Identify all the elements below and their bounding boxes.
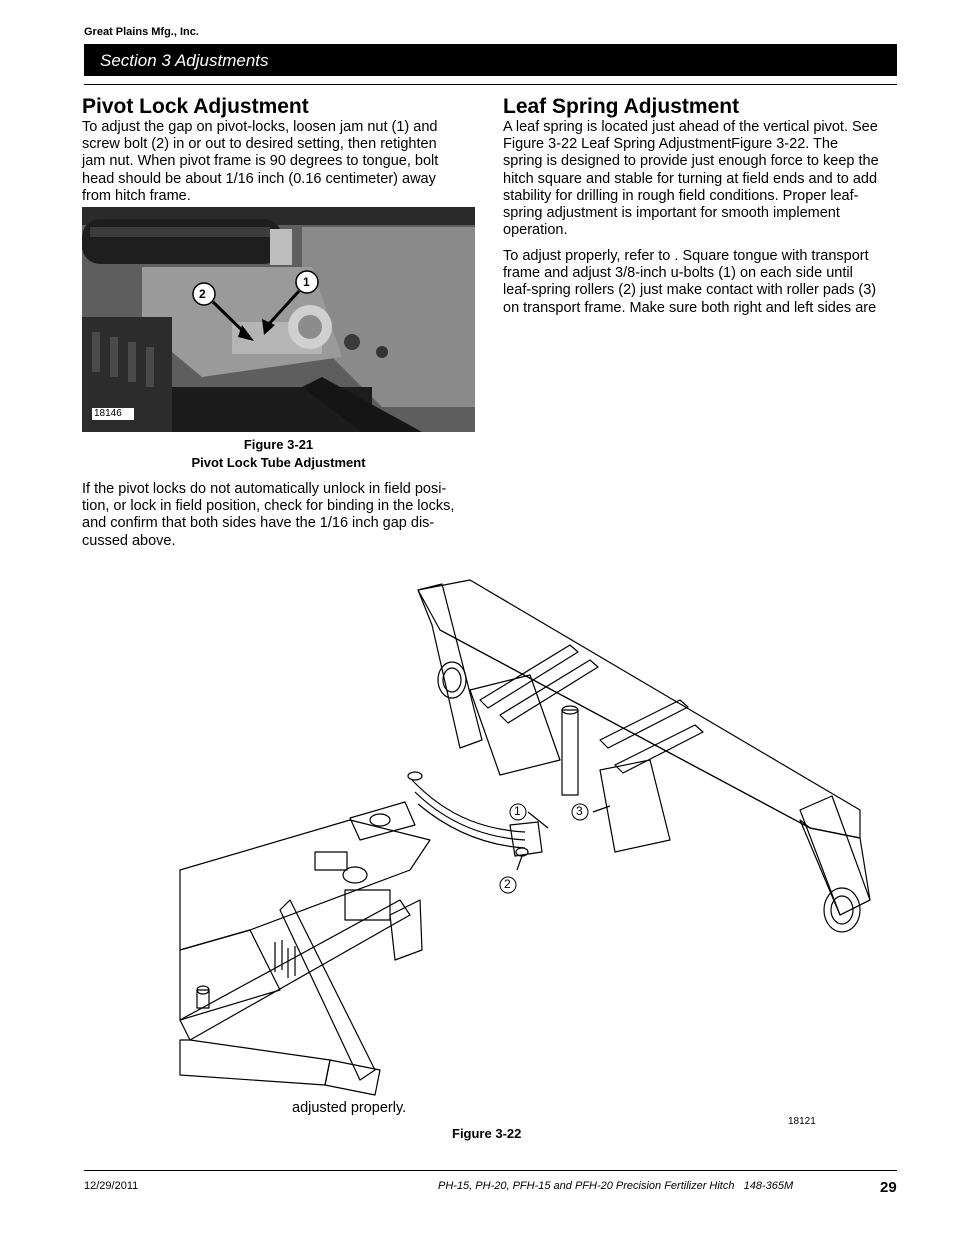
text-line: on transport frame. Make sure both right and left sides are [503,299,877,316]
header-divider [84,84,897,85]
text-line: cussed above. [82,532,176,549]
figure-3-22-image-id: 18121 [788,1116,816,1127]
text-line: screw bolt (2) in or out to desired setting, then retighten [82,136,437,153]
company-name: Great Plains Mfg., Inc. [84,26,199,38]
section-title: Section 3 Adjustments [100,51,269,70]
text-line: head should be about 1/16 inch (0.16 centimeter) away [82,170,436,187]
text-line: leaf-spring rollers (2) just make contact with roller pads (3) [503,282,877,299]
text-line: and confirm that both sides have the 1/16 inch gap dis- [82,515,435,532]
pivot-lock-photo [82,207,475,432]
fig22-callout-2: 2 [504,877,511,891]
callout-1: 1 [303,275,310,289]
footer-date: 12/29/2011 [84,1180,139,1192]
text-line: To adjust properly, refer to . Square tongue with transport [503,248,869,264]
text-line: If the pivot locks do not automatically unlock in field posi- [82,481,447,497]
pivot-lock-intro [82,119,472,205]
figure-3-21-title: Pivot Lock Tube Adjustment [191,455,366,470]
pivot-lock-followup [82,481,474,550]
text-line: tion, or lock in field position, check for binding in the locks, [82,498,455,515]
leaf-spring-para-2 [503,248,898,317]
fig22-callout-1: 1 [514,804,521,818]
text-line: stability for drilling in rough field conditions. Proper leaf- [503,187,859,204]
footer-title: PH-15, PH-20, PFH-15 and PFH-20 Precision Fertilizer Hitch 148-365M [438,1180,794,1192]
footer-divider [84,1170,897,1171]
callout-2: 2 [199,287,206,301]
pivot-lock-heading: Pivot Lock Adjustment [82,95,309,118]
section-header-bar [84,44,897,76]
leaf-spring-drawing [170,570,880,1130]
fig22-callout-3: 3 [576,804,583,818]
leaf-spring-continuation: adjusted properly. [292,1100,407,1116]
text-line: spring adjustment is important for smooth implement [503,205,840,222]
text-line: To adjust the gap on pivot-locks, loosen jam nut (1) and [82,119,438,135]
page-number: 29 [880,1179,897,1196]
figure-3-22-caption: Figure 3-22 [452,1126,522,1141]
text-line: frame and adjust 3/8-inch u-bolts (1) on each side until [503,265,853,282]
text-line: from hitch frame. [82,187,191,204]
text-line: hitch square and stable for turning at field ends and to add [503,170,878,187]
leaf-spring-heading: Leaf Spring Adjustment [503,95,740,118]
figure-3-21-number: Figure 3-21 [243,437,314,452]
photo-image-id: 18146 [94,408,122,419]
text-line: A leaf spring is located just ahead of the vertical pivot. See [503,119,878,135]
pivot-lock-photo-drawing [82,207,475,432]
text-line: spring is designed to provide just enough force to keep the [503,153,879,170]
text-line: Figure 3-22 Leaf Spring AdjustmentFigure 3-22. The [503,136,839,153]
text-line: operation. [503,222,568,239]
text-line: jam nut. When pivot frame is 90 degrees to tongue, bolt [82,153,439,170]
leaf-spring-para-1 [503,119,898,239]
